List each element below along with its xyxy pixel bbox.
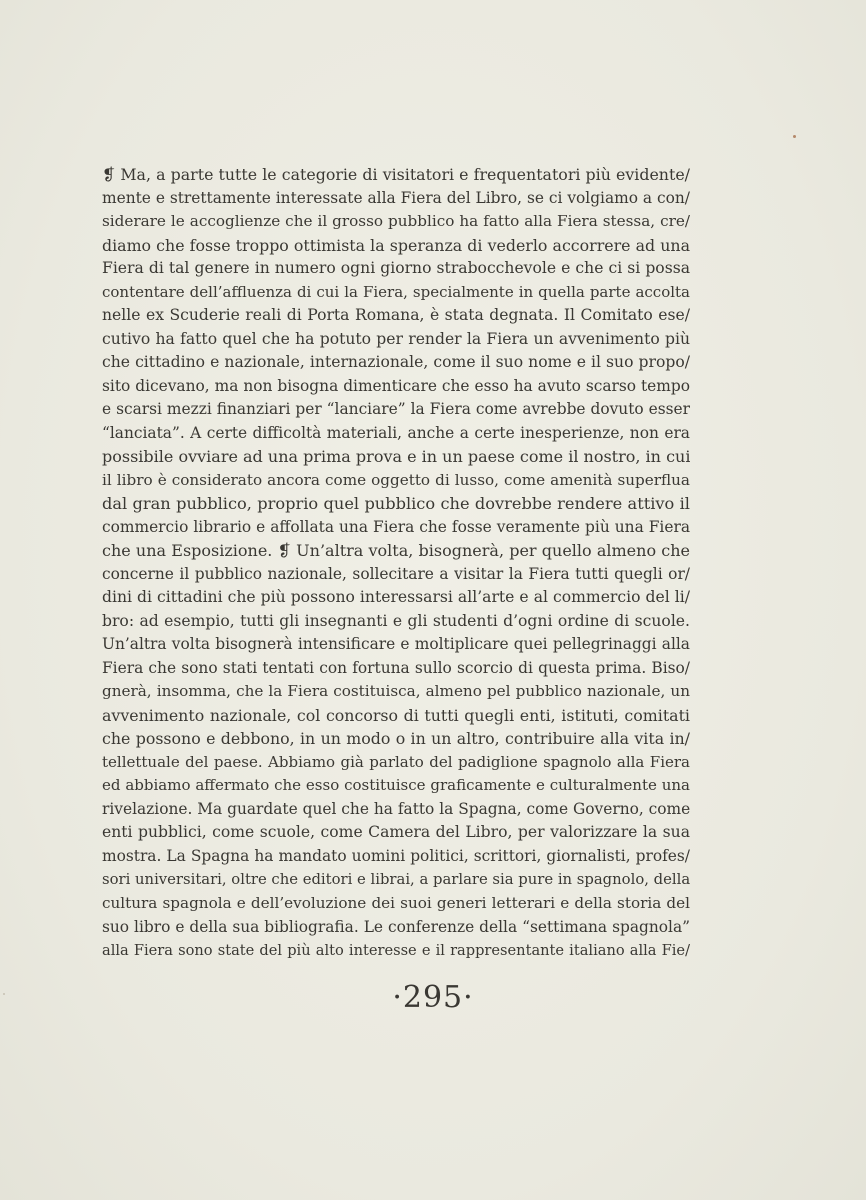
text-line: gnerà, insomma, che la Fiera costituisca, almeno pel pubblico nazionale, un [102,682,690,701]
text-line: ed abbiamo affermato che esso costituisce graficamente e culturalmente una [102,776,690,795]
text-line: cutivo ha fatto quel che ha potuto per render la Fiera un avvenimento più [102,329,690,348]
text-line: che cittadino e nazionale, internazionale, come il suo nome e il suo propo/ [102,353,690,372]
text-line: alla Fiera sono state del più alto interesse e il rappresentante italiano alla Fie/ [102,942,690,960]
text-line: ❡ Ma, a parte tutte le categorie di visitatori e frequentatori più evidente/ [102,165,690,184]
text-line: cultura spagnola e dell’evoluzione dei suoi generi letterari e della storia del [102,893,690,912]
text-line: concerne il pubblico nazionale, sollecitare a visitar la Fiera tutti quegli or/ [102,564,690,583]
text-line: sori universitari, oltre che editori e librai, a parlare sia pure in spagnolo, della [102,871,690,889]
text-line: Fiera di tal genere in numero ogni giorno strabocchevole e che ci si possa [102,259,690,278]
text-line: rivelazione. Ma guardate quel che ha fatto la Spagna, come Governo, come [102,799,690,818]
text-line: tellettuale del paese. Abbiamo già parlato del padiglione spagnolo alla Fiera [102,752,690,771]
text-line: il libro è considerato ancora come oggetto di lusso, come amenità superflua [102,470,690,489]
paper-speck [793,135,796,138]
body-text [102,163,690,963]
text-line: enti pubblici, come scuole, come Camera del Libro, per valorizzare la sua [102,823,690,842]
text-line: bro: ad esempio, tutti gli insegnanti e gli studenti d’ogni ordine di scuole. [102,611,690,630]
text-line: avvenimento nazionale, col concorso di tutti quegli enti, istituti, comitati [102,705,690,725]
text-line: e scarsi mezzi finanziari per “lanciare” la Fiera come avrebbe dovuto esser [102,400,690,419]
text-line: contentare dell’affluenza di cui la Fiera, specialmente in quella parte accolta [102,282,690,301]
text-line: “lanciata”. A certe difficoltà materiali, anche a certe inesperienze, non era [102,423,690,442]
text-line: mente e strettamente interessate alla Fiera del Libro, se ci volgiamo a con/ [102,188,690,207]
text-line: nelle ex Scuderie reali di Porta Romana, è stata degnata. Il Comitato ese/ [102,306,690,325]
text-line: possibile ovviare ad una prima prova e in un paese come il nostro, in cui [102,447,690,467]
text-line: sito dicevano, ma non bisogna dimenticare che esso ha avuto scarso tempo [102,376,690,395]
text-line: mostra. La Spagna ha mandato uomini politici, scrittori, giornalisti, profes/ [102,846,690,865]
text-line: Un’altra volta bisognerà intensificare e moltiplicare quei pellegrinaggi alla [102,635,690,654]
text-line: dal gran pubblico, proprio quel pubblico che dovrebbe rendere attivo il [102,494,690,514]
text-line: commercio librario e affollata una Fiera che fosse veramente più una Fiera [102,517,690,536]
text-line: Fiera che sono stati tentati con fortuna sullo scorcio di questa prima. Biso/ [102,658,690,677]
text-line: che una Esposizione. ❡ Un’altra volta, bisognerà, per quello almeno che [102,541,690,561]
text-line: suo libro e della sua bibliografia. Le conferenze della “settimana spagnola” [102,917,690,936]
page-number: ·295· [392,980,474,1015]
text-line: dini di cittadini che più possono interessarsi all’arte e al commercio del li/ [102,588,690,607]
text-line: diamo che fosse troppo ottimista la speranza di vederlo accorrere ad una [102,235,690,255]
text-line: che possono e debbono, in un modo o in un altro, contribuire alla vita in/ [102,729,690,749]
text-line: siderare le accoglienze che il grosso pubblico ha fatto alla Fiera stessa, cre/ [102,212,690,231]
